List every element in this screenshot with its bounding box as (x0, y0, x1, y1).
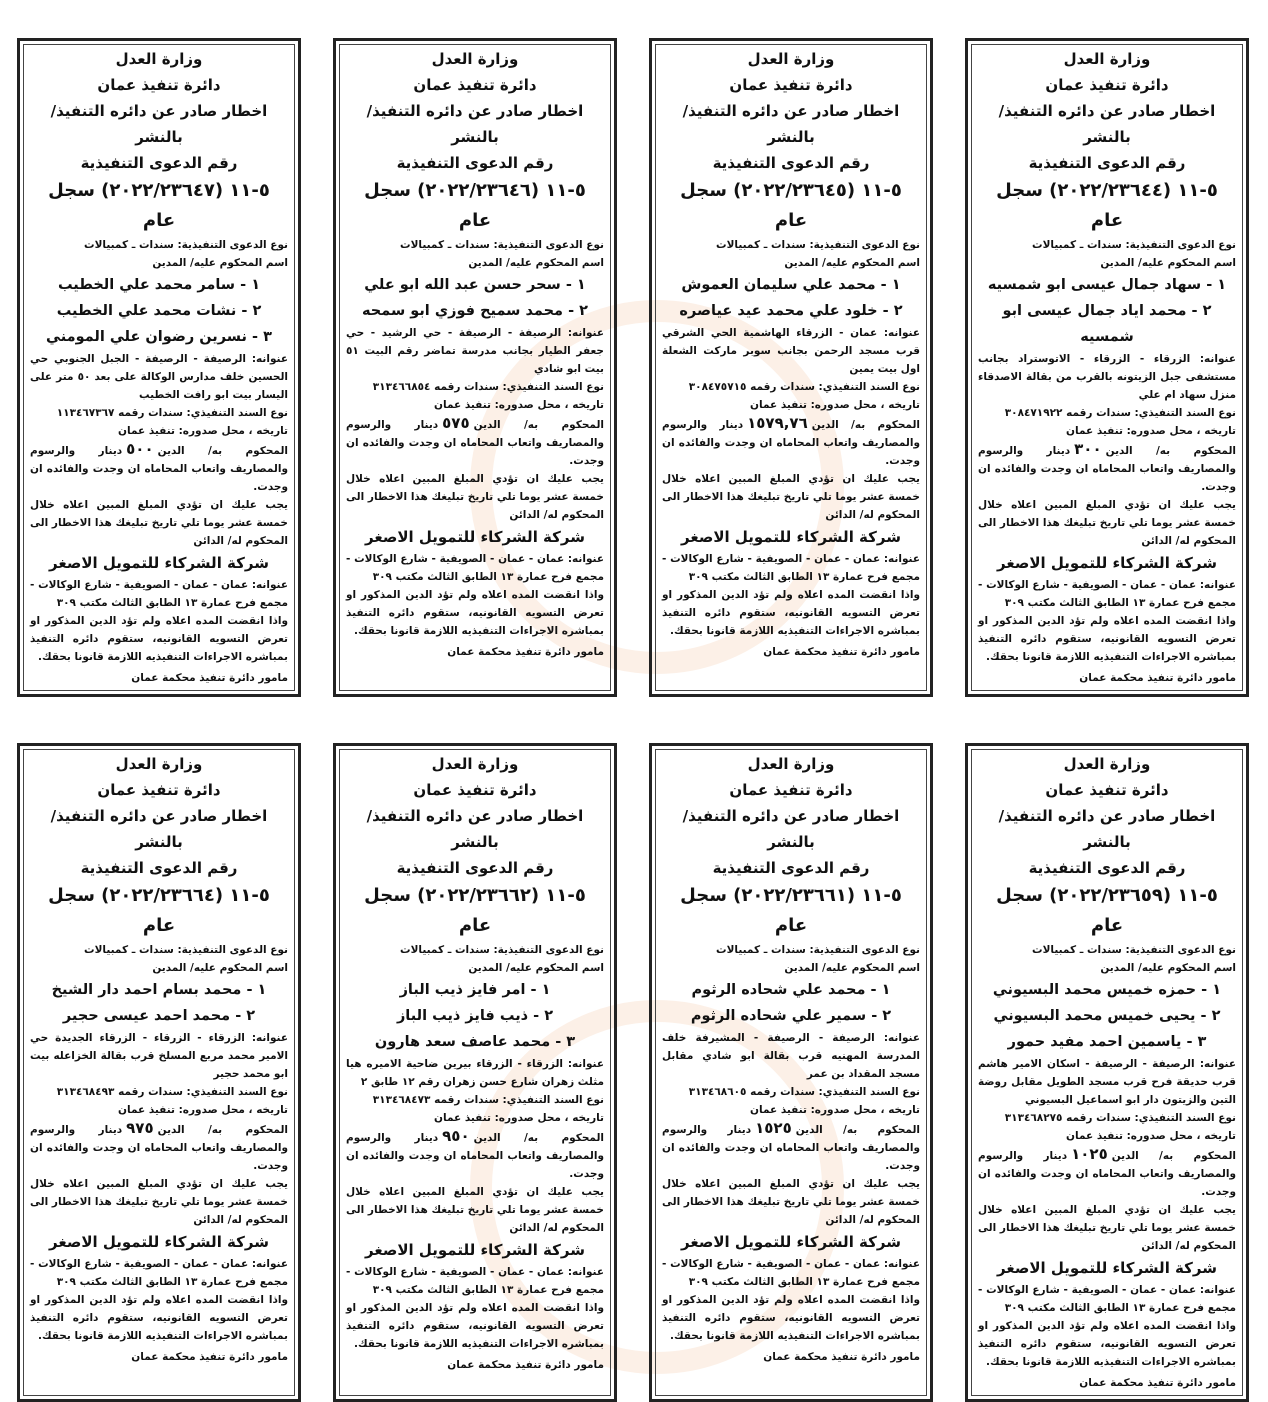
debtor-label: اسم المحكوم عليه/ المدين (784, 257, 920, 269)
case-number: ٥-١١ (٢٠٢٢/٢٣٦٤٥) سجل عام (680, 180, 902, 231)
case-type: نوع الدعوى التنفيذية: سندات ـ كمبيالات (716, 944, 920, 956)
debt-amount: ١٥٧٩,٧٦ (747, 414, 808, 432)
ministry-heading: وزارة العدل (1063, 50, 1151, 68)
ministry-heading: وزارة العدل (747, 755, 835, 773)
case-type: نوع الدعوى التنفيذية: سندات ـ كمبيالات (400, 944, 604, 956)
debtor-name: ١ - سحر حسن عبد الله ابو علي (364, 277, 586, 293)
warning-text: واذا انقضت المده اعلاه ولم تؤد الدين المذكور او تعرض التسويه القانونيه، ستقوم دائره التنفيذ بمباشره الاجراءات التنفيذيه اللازمة قانونا بحقك. (30, 1294, 288, 1342)
debtor-address: عنوانه: الرصيفة - الرصيفة - الجبل الجنوبي حي الحسين خلف مدارس الوكالة على بعد ٥٠ متر على اليسار بيت ابو رافت الخطيب (30, 353, 288, 401)
legal-notice (649, 38, 933, 697)
creditor-address: عنوانه: عمان - عمان - الصويفية - شارع الوكالات - مجمع فرح عمارة ١٣ الطابق الثالث مكتب ٣٠٩ (30, 1258, 288, 1288)
creditor-address: عنوانه: عمان - عمان - الصويفية - شارع الوكالات - مجمع فرح عمارة ١٣ الطابق الثالث مكتب ٣٠٩ (346, 1266, 604, 1296)
notice-title: اخطار صادر عن دائره التنفيذ/ بالنشر (366, 807, 584, 851)
creditor-name: شركة الشركاء للتمويل الاصغر (681, 528, 901, 546)
bond-label: نوع السند التنفيذي: سندات رقمه (434, 381, 604, 393)
amount-label: المحكوم به/ الدين (157, 445, 288, 457)
creditor-address: عنوانه: عمان - عمان - الصويفية - شارع الوكالات - مجمع فرح عمارة ١٣ الطابق الثالث مكتب ٣٠٩ (978, 579, 1236, 609)
signature: مامور دائرة تنفيذ محكمة عمان (447, 646, 604, 658)
bond-number: ٣١٣٤٦٨٤٧٣ (372, 1094, 431, 1106)
payment-instruction: يجب عليك ان تؤدي المبلغ المبين اعلاه خلال خمسة عشر يوما تلي تاريخ تبليغك هذا الاخطار الى المحكوم له/ الدائن (30, 499, 288, 547)
case-type: نوع الدعوى التنفيذية: سندات ـ كمبيالات (84, 944, 288, 956)
case-number: ٥-١١ (٢٠٢٢/٢٣٦٦٤) سجل عام (48, 885, 270, 936)
debtor-name: ٢ - محمد احمد عيسى حجير (62, 1008, 256, 1024)
amount-label: المحكوم به/ الدين (473, 1132, 604, 1144)
bond-line (978, 404, 1236, 422)
bond-number: ٣١٣٤٦٨٤٩٣ (56, 1086, 115, 1098)
warning-text: واذا انقضت المده اعلاه ولم تؤد الدين المذكور او تعرض التسويه القانونيه، ستقوم دائره التنفيذ بمباشره الاجراءات التنفيذيه اللازمة قانونا بحقك. (978, 615, 1236, 663)
issue-place: تاريخه ، محل صدوره: تنفيذ عمان (1066, 1130, 1236, 1142)
case-number: ٥-١١ (٢٠٢٢/٢٣٦٤٤) سجل عام (996, 180, 1218, 231)
creditor-name: شركة الشركاء للتمويل الاصغر (997, 1259, 1217, 1277)
warning-text: واذا انقضت المده اعلاه ولم تؤد الدين المذكور او تعرض التسويه القانونيه، ستقوم دائره التنفيذ بمباشره الاجراءات التنفيذيه اللازمة قانونا بحقك. (662, 589, 920, 637)
notice-title: اخطار صادر عن دائره التنفيذ/ بالنشر (50, 102, 268, 146)
creditor-address: عنوانه: عمان - عمان - الصويفية - شارع الوكالات - مجمع فرح عمارة ١٣ الطابق الثالث مكتب ٣٠٩ (346, 553, 604, 583)
ministry-heading: وزارة العدل (431, 755, 519, 773)
signature: مامور دائرة تنفيذ محكمة عمان (763, 646, 920, 658)
department-heading: دائرة تنفيذ عمان (413, 76, 537, 94)
bond-number: ١١٣٤٦٧٣٦٧ (56, 407, 115, 419)
bond-line (346, 1091, 604, 1109)
debtor-address: عنوانه: الرصيفة - الرصيفة - حي الرشيد - حي جعفر الطيار بجانب مدرسة تماضر رقم البيت ٥١ بيت ابو شادي (346, 327, 604, 375)
bond-label: نوع السند التنفيذي: سندات رقمه (434, 1094, 604, 1106)
debtor-label: اسم المحكوم عليه/ المدين (468, 257, 604, 269)
case-number-label: رقم الدعوى التنفيذية (712, 859, 870, 877)
payment-instruction: يجب عليك ان تؤدي المبلغ المبين اعلاه خلال خمسة عشر يوما تلي تاريخ تبليغك هذا الاخطار الى المحكوم له/ الدائن (30, 1178, 288, 1226)
debt-amount: ٩٧٥ (126, 1119, 154, 1137)
issue-place: تاريخه ، محل صدوره: تنفيذ عمان (434, 1112, 604, 1124)
amount-suffix: دينار والرسوم والمصاريف واتعاب المحاماه ان وجدت والفائده ان وجدت. (978, 445, 1236, 493)
amount-label: المحكوم به/ الدين (1105, 445, 1236, 457)
case-number: ٥-١١ (٢٠٢٢/٢٣٦٦٢) سجل عام (364, 885, 586, 936)
payment-instruction: يجب عليك ان تؤدي المبلغ المبين اعلاه خلال خمسة عشر يوما تلي تاريخ تبليغك هذا الاخطار الى المحكوم له/ الدائن (662, 1178, 920, 1226)
signature: مامور دائرة تنفيذ محكمة عمان (131, 1351, 288, 1363)
debtor-name: ٣ - نسرين رضوان علي المومني (46, 329, 272, 345)
signature: مامور دائرة تنفيذ محكمة عمان (131, 672, 288, 684)
debtor-address: عنوانه: الزرقاء - الزرقاء - الزرقاء الجديدة حي الامير محمد مربع المسلخ قرب بقالة الخزاعله بيت ابو محمد حجير (30, 1032, 288, 1080)
creditor-address: عنوانه: عمان - عمان - الصويفية - شارع الوكالات - مجمع فرح عمارة ١٣ الطابق الثالث مكتب ٣٠٩ (662, 553, 920, 583)
ministry-heading: وزارة العدل (115, 50, 203, 68)
department-heading: دائرة تنفيذ عمان (413, 781, 537, 799)
debtor-name: ٣ - محمد عاصف سعد هارون (374, 1034, 576, 1050)
debtor-label: اسم المحكوم عليه/ المدين (1100, 257, 1236, 269)
debtor-label: اسم المحكوم عليه/ المدين (152, 962, 288, 974)
signature: مامور دائرة تنفيذ محكمة عمان (763, 1351, 920, 1363)
warning-text: واذا انقضت المده اعلاه ولم تؤد الدين المذكور او تعرض التسويه القانونيه، ستقوم دائره التنفيذ بمباشره الاجراءات التنفيذيه اللازمة قانونا بحقك. (30, 615, 288, 663)
bond-label: نوع السند التنفيذي: سندات رقمه (1066, 407, 1236, 419)
department-heading: دائرة تنفيذ عمان (1045, 76, 1169, 94)
case-number-label: رقم الدعوى التنفيذية (396, 859, 554, 877)
debt-amount: ١٠٢٥ (1071, 1145, 1108, 1163)
case-number-label: رقم الدعوى التنفيذية (80, 859, 238, 877)
ministry-heading: وزارة العدل (431, 50, 519, 68)
bond-line (662, 378, 920, 396)
notice-title: اخطار صادر عن دائره التنفيذ/ بالنشر (682, 102, 900, 146)
debtor-label: اسم المحكوم عليه/ المدين (152, 257, 288, 269)
department-heading: دائرة تنفيذ عمان (729, 781, 853, 799)
amount-label: المحكوم به/ الدين (157, 1124, 288, 1136)
amount-line (346, 1127, 604, 1183)
debtor-name: ١ - سهاد جمال عيسى ابو شمسيه (987, 277, 1227, 293)
creditor-name: شركة الشركاء للتمويل الاصغر (365, 528, 585, 546)
issue-place: تاريخه ، محل صدوره: تنفيذ عمان (118, 1104, 288, 1116)
debtor-name: ١ - محمد علي شحاده الرثوم (691, 982, 891, 998)
bond-line (30, 1083, 288, 1101)
amount-suffix: دينار والرسوم والمصاريف واتعاب المحاماه ان وجدت والفائده ان وجدت. (30, 1124, 288, 1172)
issue-place: تاريخه ، محل صدوره: تنفيذ عمان (1066, 425, 1236, 437)
bond-line (662, 1083, 920, 1101)
debt-amount: ٣٠٠ (1074, 440, 1102, 458)
amount-line (662, 1119, 920, 1175)
issue-place: تاريخه ، محل صدوره: تنفيذ عمان (434, 399, 604, 411)
payment-instruction: يجب عليك ان تؤدي المبلغ المبين اعلاه خلال خمسة عشر يوما تلي تاريخ تبليغك هذا الاخطار الى المحكوم له/ الدائن (662, 473, 920, 521)
amount-suffix: دينار والرسوم والمصاريف واتعاب المحاماه ان وجدت والفائده ان وجدت. (30, 445, 288, 493)
creditor-address: عنوانه: عمان - عمان - الصويفية - شارع الوكالات - مجمع فرح عمارة ١٣ الطابق الثالث مكتب ٣٠٩ (662, 1258, 920, 1288)
legal-notice (965, 743, 1249, 1402)
bond-line (346, 378, 604, 396)
bond-number: ٣١٣٤٦٨٦٠٥ (688, 1086, 747, 1098)
case-number: ٥-١١ (٢٠٢٢/٢٣٦٤٦) سجل عام (364, 180, 586, 231)
legal-notice (649, 743, 933, 1402)
department-heading: دائرة تنفيذ عمان (97, 76, 221, 94)
case-number-label: رقم الدعوى التنفيذية (80, 154, 238, 172)
legal-notice (17, 743, 301, 1402)
case-type: نوع الدعوى التنفيذية: سندات ـ كمبيالات (1032, 944, 1236, 956)
debtor-name: ١ - محمد علي سليمان العموش (681, 277, 901, 293)
issue-place: تاريخه ، محل صدوره: تنفيذ عمان (118, 425, 288, 437)
amount-suffix: دينار والرسوم والمصاريف واتعاب المحاماه ان وجدت والفائده ان وجدت. (978, 1150, 1236, 1198)
issue-place: تاريخه ، محل صدوره: تنفيذ عمان (750, 1104, 920, 1116)
debtor-address: عنوانه: الزرقاء - الزرقاء - الاتوستراد بجانب مستشفى جبل الزيتونه بالقرب من بقالة الاصدقاء منزل سهاد ام علي (978, 353, 1236, 401)
debtor-name: ١ - حمزه خميس محمد البسيوني (992, 982, 1222, 998)
debt-amount: ٥٠٠ (126, 440, 154, 458)
amount-line (346, 414, 604, 470)
bond-number: ٣١٣٤٦٦٨٥٤ (372, 381, 431, 393)
debt-amount: ١٥٢٥ (755, 1119, 792, 1137)
warning-text: واذا انقضت المده اعلاه ولم تؤد الدين المذكور او تعرض التسويه القانونيه، ستقوم دائره التنفيذ بمباشره الاجراءات التنفيذيه اللازمة قانونا بحقك. (978, 1320, 1236, 1368)
notice-title: اخطار صادر عن دائره التنفيذ/ بالنشر (50, 807, 268, 851)
department-heading: دائرة تنفيذ عمان (1045, 781, 1169, 799)
signature: مامور دائرة تنفيذ محكمة عمان (1079, 1377, 1236, 1389)
creditor-name: شركة الشركاء للتمويل الاصغر (49, 554, 269, 572)
debtor-address: عنوانه: عمان - الزرقاء الهاشمية الحي الشرقي قرب مسجد الرحمن بجانب سوبر ماركت الشعلة اول بيت يمين (662, 327, 920, 375)
creditor-address: عنوانه: عمان - عمان - الصويفية - شارع الوكالات - مجمع فرح عمارة ١٣ الطابق الثالث مكتب ٣٠٩ (978, 1284, 1236, 1314)
bond-line (30, 404, 288, 422)
debtor-address: عنوانه: الرصيفة - الرصيفة - المشيرفة خلف المدرسة المهنيه قرب بقالة ابو شادي مقابل مسجد المقداد بن عمر (662, 1032, 920, 1080)
ministry-heading: وزارة العدل (115, 755, 203, 773)
case-number-label: رقم الدعوى التنفيذية (712, 154, 870, 172)
debtor-name: ١ - محمد بسام احمد دار الشيخ (51, 982, 267, 998)
payment-instruction: يجب عليك ان تؤدي المبلغ المبين اعلاه خلال خمسة عشر يوما تلي تاريخ تبليغك هذا الاخطار الى المحكوم له/ الدائن (978, 499, 1236, 547)
amount-line (978, 1145, 1236, 1201)
legal-notice (965, 38, 1249, 697)
bond-number: ٣٠٨٤٧١٩٢٢ (1004, 407, 1063, 419)
amount-suffix: دينار والرسوم والمصاريف واتعاب المحاماه ان وجدت والفائده ان وجدت. (346, 419, 604, 467)
amount-label: المحكوم به/ الدين (795, 1124, 920, 1136)
amount-suffix: دينار والرسوم والمصاريف واتعاب المحاماه ان وجدت والفائده ان وجدت. (346, 1132, 604, 1180)
case-type: نوع الدعوى التنفيذية: سندات ـ كمبيالات (716, 239, 920, 251)
debtor-name: ١ - امر فايز ذيب الباز (399, 982, 551, 998)
creditor-name: شركة الشركاء للتمويل الاصغر (49, 1233, 269, 1251)
notice-title: اخطار صادر عن دائره التنفيذ/ بالنشر (998, 807, 1216, 851)
signature: مامور دائرة تنفيذ محكمة عمان (1079, 672, 1236, 684)
creditor-name: شركة الشركاء للتمويل الاصغر (365, 1241, 585, 1259)
department-heading: دائرة تنفيذ عمان (729, 76, 853, 94)
payment-instruction: يجب عليك ان تؤدي المبلغ المبين اعلاه خلال خمسة عشر يوما تلي تاريخ تبليغك هذا الاخطار الى المحكوم له/ الدائن (346, 1186, 604, 1234)
signature: مامور دائرة تنفيذ محكمة عمان (447, 1359, 604, 1371)
notice-title: اخطار صادر عن دائره التنفيذ/ بالنشر (366, 102, 584, 146)
debtor-name: ٢ - يحيى خميس محمد البسيوني (993, 1008, 1221, 1024)
debtor-label: اسم المحكوم عليه/ المدين (1100, 962, 1236, 974)
ministry-heading: وزارة العدل (747, 50, 835, 68)
warning-text: واذا انقضت المده اعلاه ولم تؤد الدين المذكور او تعرض التسويه القانونيه، ستقوم دائره التنفيذ بمباشره الاجراءات التنفيذيه اللازمة قانونا بحقك. (346, 589, 604, 637)
bond-label: نوع السند التنفيذي: سندات رقمه (750, 1086, 920, 1098)
case-number-label: رقم الدعوى التنفيذية (396, 154, 554, 172)
notice-title: اخطار صادر عن دائره التنفيذ/ بالنشر (998, 102, 1216, 146)
debtor-name: ٢ - ذيب فايز ذيب الباز (396, 1008, 554, 1024)
case-number: ٥-١١ (٢٠٢٢/٢٣٦٤٧) سجل عام (48, 180, 270, 231)
debtor-name: ٣ - ياسمين احمد مفيد حمور (1007, 1034, 1207, 1050)
amount-label: المحكوم به/ الدين (473, 419, 604, 431)
notice-title: اخطار صادر عن دائره التنفيذ/ بالنشر (682, 807, 900, 851)
amount-line (30, 440, 288, 496)
department-heading: دائرة تنفيذ عمان (97, 781, 221, 799)
debtor-address: عنوانه: الرصيفة - الرصيفة - اسكان الامير هاشم قرب حديقة فرح قرب مسجد الطويل مقابل روضة التين والزيتون دار ابو اسماعيل البسيوني (978, 1058, 1236, 1106)
amount-suffix: دينار والرسوم والمصاريف واتعاب المحاماه ان وجدت والفائده ان وجدت. (662, 1124, 920, 1172)
debt-amount: ٥٧٥ (442, 414, 470, 432)
warning-text: واذا انقضت المده اعلاه ولم تؤد الدين المذكور او تعرض التسويه القانونيه، ستقوم دائره التنفيذ بمباشره الاجراءات التنفيذيه اللازمة قانونا بحقك. (662, 1294, 920, 1342)
payment-instruction: يجب عليك ان تؤدي المبلغ المبين اعلاه خلال خمسة عشر يوما تلي تاريخ تبليغك هذا الاخطار الى المحكوم له/ الدائن (346, 473, 604, 521)
bond-line (978, 1109, 1236, 1127)
legal-notice (17, 38, 301, 697)
debtor-label: اسم المحكوم عليه/ المدين (784, 962, 920, 974)
bond-label: نوع السند التنفيذي: سندات رقمه (1066, 1112, 1236, 1124)
creditor-address: عنوانه: عمان - عمان - الصويفية - شارع الوكالات - مجمع فرح عمارة ١٣ الطابق الثالث مكتب ٣٠٩ (30, 579, 288, 609)
bond-label: نوع السند التنفيذي: سندات رقمه (118, 407, 288, 419)
bond-number: ٣١٣٤٦٨٢٧٥ (1004, 1112, 1063, 1124)
creditor-name: شركة الشركاء للتمويل الاصغر (681, 1233, 901, 1251)
ministry-heading: وزارة العدل (1063, 755, 1151, 773)
amount-line (978, 440, 1236, 496)
case-number-label: رقم الدعوى التنفيذية (1028, 859, 1186, 877)
case-number: ٥-١١ (٢٠٢٢/٢٣٦٥٩) سجل عام (996, 885, 1218, 936)
debt-amount: ٩٥٠ (442, 1127, 470, 1145)
bond-label: نوع السند التنفيذي: سندات رقمه (750, 381, 920, 393)
case-number-label: رقم الدعوى التنفيذية (1028, 154, 1186, 172)
case-type: نوع الدعوى التنفيذية: سندات ـ كمبيالات (1032, 239, 1236, 251)
amount-label: المحكوم به/ الدين (1111, 1150, 1236, 1162)
case-number: ٥-١١ (٢٠٢٢/٢٣٦٦١) سجل عام (680, 885, 902, 936)
debtor-name: ٢ - محمد اياد جمال عيسى ابو شمسيه (1002, 303, 1212, 345)
payment-instruction: يجب عليك ان تؤدي المبلغ المبين اعلاه خلال خمسة عشر يوما تلي تاريخ تبليغك هذا الاخطار الى المحكوم له/ الدائن (978, 1204, 1236, 1252)
debtor-name: ١ - سامر محمد علي الخطيب (57, 277, 261, 293)
newspaper-page (17, 38, 1249, 1402)
debtor-label: اسم المحكوم عليه/ المدين (468, 962, 604, 974)
amount-label: المحكوم به/ الدين (811, 419, 920, 431)
creditor-name: شركة الشركاء للتمويل الاصغر (997, 554, 1217, 572)
amount-suffix: دينار والرسوم والمصاريف واتعاب المحاماه ان وجدت والفائده ان وجدت. (662, 419, 920, 467)
warning-text: واذا انقضت المده اعلاه ولم تؤد الدين المذكور او تعرض التسويه القانونيه، ستقوم دائره التنفيذ بمباشره الاجراءات التنفيذيه اللازمة قانونا بحقك. (346, 1302, 604, 1350)
bond-number: ٣٠٨٤٧٥٧١٥ (688, 381, 747, 393)
debtor-name: ٢ - خلود علي محمد عيد عياصره (679, 303, 903, 319)
debtor-name: ٢ - سمير علي شحاده الرثوم (690, 1008, 892, 1024)
bond-label: نوع السند التنفيذي: سندات رقمه (118, 1086, 288, 1098)
legal-notice (333, 743, 617, 1402)
legal-notice (333, 38, 617, 697)
debtor-address: عنوانه: الزرقاء - الزرقاء بيرين ضاحية الاميره هيا مثلث زهران شارع حسن زهران رقم ١٢ طابق ٢ (346, 1058, 604, 1088)
amount-line (662, 414, 920, 470)
case-type: نوع الدعوى التنفيذية: سندات ـ كمبيالات (84, 239, 288, 251)
debtor-name: ٢ - محمد سميح فوزي ابو سمحه (362, 303, 588, 319)
issue-place: تاريخه ، محل صدوره: تنفيذ عمان (750, 399, 920, 411)
amount-line (30, 1119, 288, 1175)
debtor-name: ٢ - نشات محمد علي الخطيب (56, 303, 262, 319)
case-type: نوع الدعوى التنفيذية: سندات ـ كمبيالات (400, 239, 604, 251)
